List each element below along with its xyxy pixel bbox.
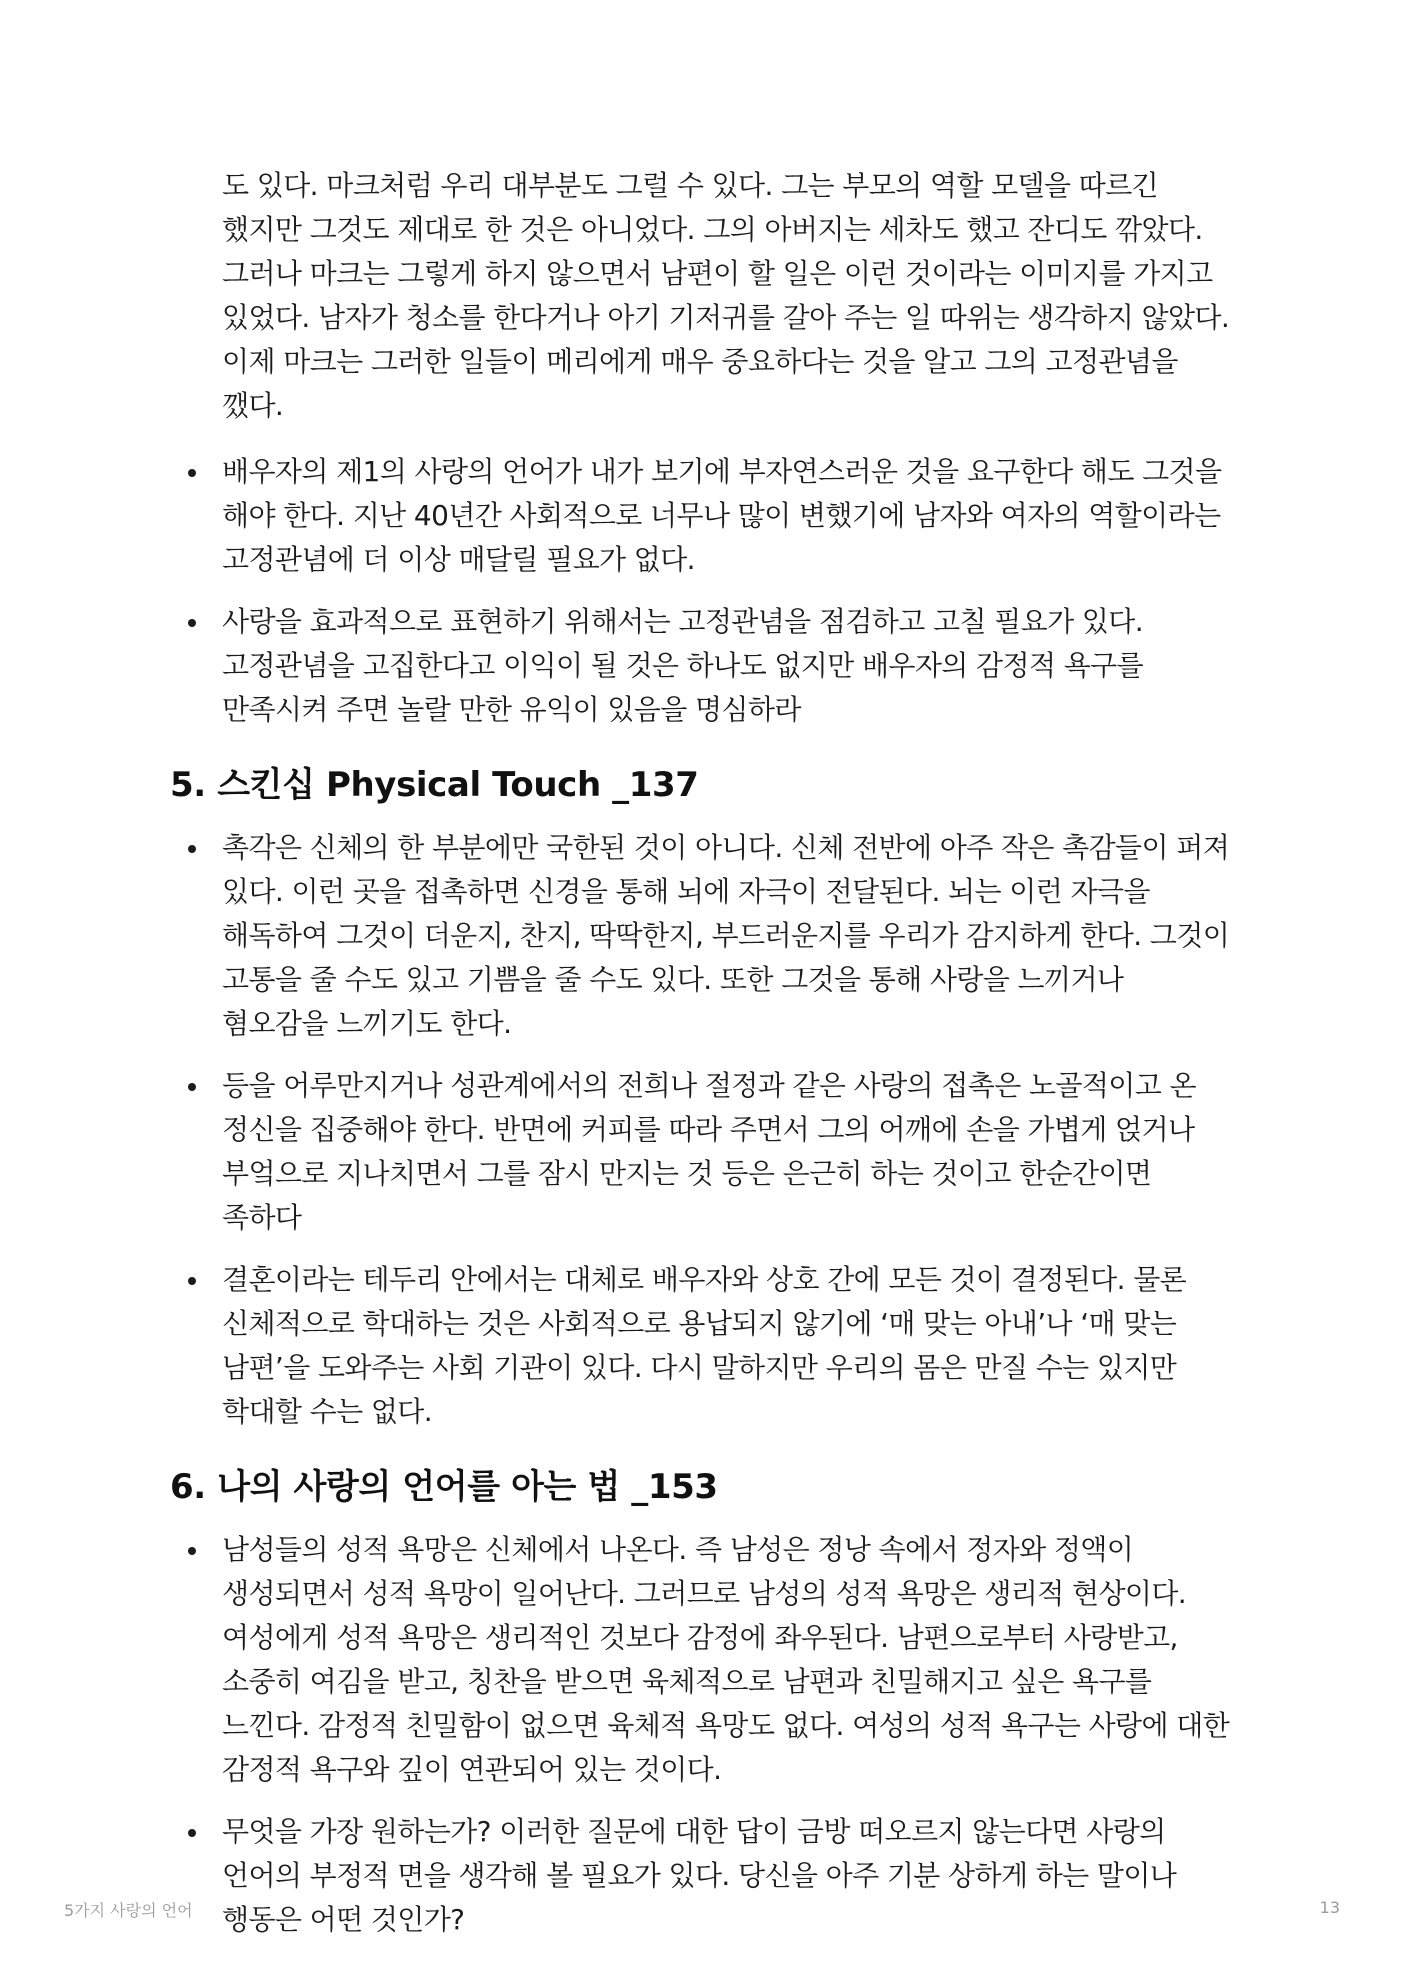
footer-book-title: 5가지 사랑의 언어	[64, 1901, 193, 1920]
list-item: 결혼이라는 테두리 안에서는 대체로 배우자와 상호 간에 모든 것이 결정된다. 물론 신체적으로 학대하는 것은 사회적으로 용납되지 않기에 ‘매 맞는 아내’나 ‘매 맞는 남편’을 도와주는 사회 기관이 있다. 다시 말하지만 우리의 몸은 만질 수는 있지만 학대할 수는 없다.	[170, 1258, 1232, 1434]
page-content	[170, 164, 1240, 1942]
list-item: 무엇을 가장 원하는가? 이러한 질문에 대한 답이 금방 떠오르지 않는다면 사랑의 언어의 부정적 면을 생각해 볼 필요가 있다. 당신을 아주 기분 상하게 하는 말이나 행동은 어떤 것인가?	[170, 1810, 1232, 1942]
list-item: 남성들의 성적 욕망은 신체에서 나온다. 즉 남성은 정낭 속에서 정자와 정액이 생성되면서 성적 욕망이 일어난다. 그러므로 남성의 성적 욕망은 생리적 현상이다. 여성에게 성적 욕망은 생리적인 것보다 감정에 좌우된다. 남편으로부터 사랑받고, 소중히 여김을 받고, 칭찬을 받으면 육체적으로 남편과 친밀해지고 싶은 욕구를 느낀다. 감정적 친밀함이 없으면 육체적 욕망도 없다. 여성의 성적 욕구는 사랑에 대한 감정적 욕구와 깊이 연관되어 있는 것이다.	[170, 1528, 1232, 1792]
list-item: 배우자의 제1의 사랑의 언어가 내가 보기에 부자연스러운 것을 요구한다 해도 그것을 해야 한다. 지난 40년간 사회적으로 너무나 많이 변했기에 남자와 여자의 역할이라는 고정관념에 더 이상 매달릴 필요가 없다.	[170, 450, 1232, 582]
list-item: 등을 어루만지거나 성관계에서의 전희나 절정과 같은 사랑의 접촉은 노골적이고 온 정신을 집중해야 한다. 반면에 커피를 따라 주면서 그의 어깨에 손을 가볍게 얹거나 부엌으로 지나치면서 그를 잠시 만지는 것 등은 은근히 하는 것이고 한순간이면 족하다	[170, 1064, 1232, 1240]
intro-bullet-list	[170, 450, 1240, 732]
section-heading-physical-touch: 5. 스킨십 Physical Touch _137	[170, 765, 699, 805]
intro-paragraph: 도 있다. 마크처럼 우리 대부분도 그럴 수 있다. 그는 부모의 역할 모델을 따르긴 했지만 그것도 제대로 한 것은 아니었다. 그의 아버지는 세차도 했고 잔디도 깎았다. 그러나 마크는 그렇게 하지 않으면서 남편이 할 일은 이런 것이라는 이미지를 가지고 있었다. 남자가 청소를 한다거나 아기 기저귀를 갈아 주는 일 따위는 생각하지 않았다. 이제 마크는 그러한 일들이 메리에게 매우 중요하다는 것을 알고 그의 고정관념을 깼다.	[222, 169, 1230, 422]
list-item: 사랑을 효과적으로 표현하기 위해서는 고정관념을 점검하고 고칠 필요가 있다. 고정관념을 고집한다고 이익이 될 것은 하나도 없지만 배우자의 감정적 욕구를 만족시켜 주면 놀랄 만한 유익이 있음을 명심하라	[170, 600, 1232, 732]
list-item: 촉각은 신체의 한 부분에만 국한된 것이 아니다. 신체 전반에 아주 작은 촉감들이 퍼져 있다. 이런 곳을 접촉하면 신경을 통해 뇌에 자극이 전달된다. 뇌는 이런 자극을 해독하여 그것이 더운지, 찬지, 딱딱한지, 부드러운지를 우리가 감지하게 한다. 그것이 고통을 줄 수도 있고 기쁨을 줄 수도 있다. 또한 그것을 통해 사랑을 느끼거나 혐오감을 느끼기도 한다.	[170, 826, 1232, 1046]
know-love-language-bullet-list	[170, 1528, 1240, 1942]
footer-page-number: 13	[1319, 1898, 1340, 1917]
section-heading-know-love-language: 6. 나의 사랑의 언어를 아는 법 _153	[170, 1467, 718, 1507]
physical-touch-bullet-list	[170, 826, 1240, 1434]
